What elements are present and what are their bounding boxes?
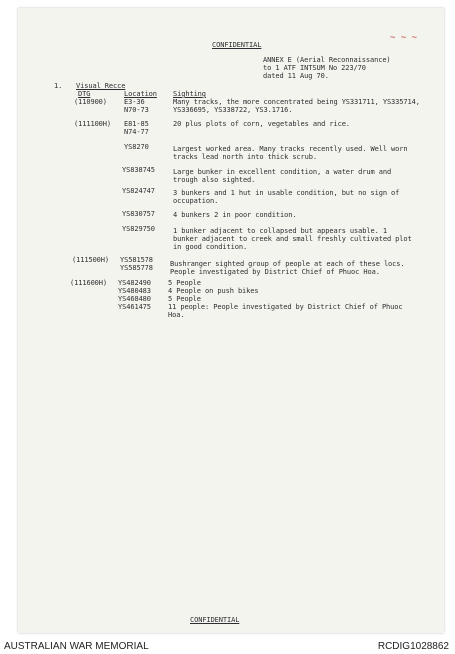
entry-sighting: Largest worked area. Many tracks recently used. Well worn bbox=[173, 145, 408, 153]
sighting-header: Sighting bbox=[173, 90, 206, 98]
entry-location: YS838745 bbox=[122, 166, 155, 174]
entry-sighting: 3 bunkers and 1 hut in usable condition, but no sign of bbox=[173, 189, 400, 197]
dtg-header: DTG bbox=[78, 90, 91, 98]
entry-location: YS824747 bbox=[122, 187, 155, 195]
entry-sighting: 1 bunker adjacent to collapsed but appears usable. 1 bbox=[173, 227, 387, 235]
entry-sighting: Many tracks, the more concentrated being YS331711, YS335714, bbox=[173, 98, 420, 106]
archive-reference: RCDIG1028862 bbox=[377, 641, 449, 652]
entry-location: YS480483 bbox=[118, 287, 151, 295]
entry-location: YS829750 bbox=[122, 225, 155, 233]
entry-location: N70-73 bbox=[124, 106, 149, 114]
entry-location: YS585778 bbox=[120, 264, 153, 272]
entry-sighting: trough also sighted. bbox=[173, 176, 256, 184]
entry-sighting: 5 People bbox=[168, 295, 201, 303]
annex-line-3: dated 11 Aug 70. bbox=[263, 72, 329, 80]
entry-location: YS482490 bbox=[118, 279, 151, 287]
annex-line-2: to 1 ATF INTSUM No 223/70 bbox=[263, 64, 366, 72]
entry-location: YS830757 bbox=[122, 210, 155, 218]
entry-sighting: People investigated by District Chief of Phuoc Hoa. bbox=[170, 268, 380, 276]
entry-location: YS461475 bbox=[118, 303, 151, 311]
archive-name: AUSTRALIAN WAR MEMORIAL bbox=[4, 641, 149, 652]
entry-location: YS468480 bbox=[118, 295, 151, 303]
entry-sighting: bunker adjacent to creek and small freshly cultivated plot bbox=[173, 235, 412, 243]
entry-sighting: tracks lead north into thick scrub. bbox=[173, 153, 318, 161]
entry-sighting: Bushranger sighted group of people at each of these locs. bbox=[170, 260, 405, 268]
entry-sighting: 11 people: People investigated by District Chief of Phuoc bbox=[168, 303, 403, 311]
section-title: Visual Recce bbox=[76, 82, 126, 90]
entry-location: YS581578 bbox=[120, 256, 153, 264]
entry-sighting: Large bunker in excellent condition, a water drum and bbox=[173, 168, 392, 176]
entry-sighting: in good condition. bbox=[173, 243, 248, 251]
entry-sighting: 4 bunkers 2 in poor condition. bbox=[173, 211, 297, 219]
entry-location: E81-85 bbox=[124, 120, 149, 128]
entry-location: N74-77 bbox=[124, 128, 149, 136]
entry-sighting: Hoa. bbox=[168, 311, 185, 319]
entry-dtg: (110900) bbox=[74, 98, 107, 106]
entry-sighting: occupation. bbox=[173, 197, 219, 205]
entry-location: YS8270 bbox=[124, 143, 149, 151]
entry-location: E3-36 bbox=[124, 98, 145, 106]
entry-dtg: (111600H) bbox=[70, 279, 108, 287]
entry-sighting: 4 People on push bikes bbox=[168, 287, 259, 295]
entry-sighting: 20 plus plots of corn, vegetables and rice. bbox=[173, 120, 350, 128]
classification-footer: CONFIDENTIAL bbox=[190, 616, 240, 624]
entry-dtg: (111500H) bbox=[72, 256, 110, 264]
section-number: 1. bbox=[54, 82, 63, 90]
archive-footer bbox=[0, 638, 455, 654]
location-header: Location bbox=[124, 90, 157, 98]
entry-dtg: (111100H) bbox=[74, 120, 112, 128]
entry-sighting: YS336695, YS338722, YS3.1716. bbox=[173, 106, 293, 114]
classification-header: CONFIDENTIAL bbox=[212, 41, 262, 49]
pencil-mark: ~ ~ ~ bbox=[390, 33, 418, 43]
annex-line-1: ANNEX E (Aerial Reconnaissance) bbox=[263, 56, 391, 64]
entry-sighting: 5 People bbox=[168, 279, 201, 287]
